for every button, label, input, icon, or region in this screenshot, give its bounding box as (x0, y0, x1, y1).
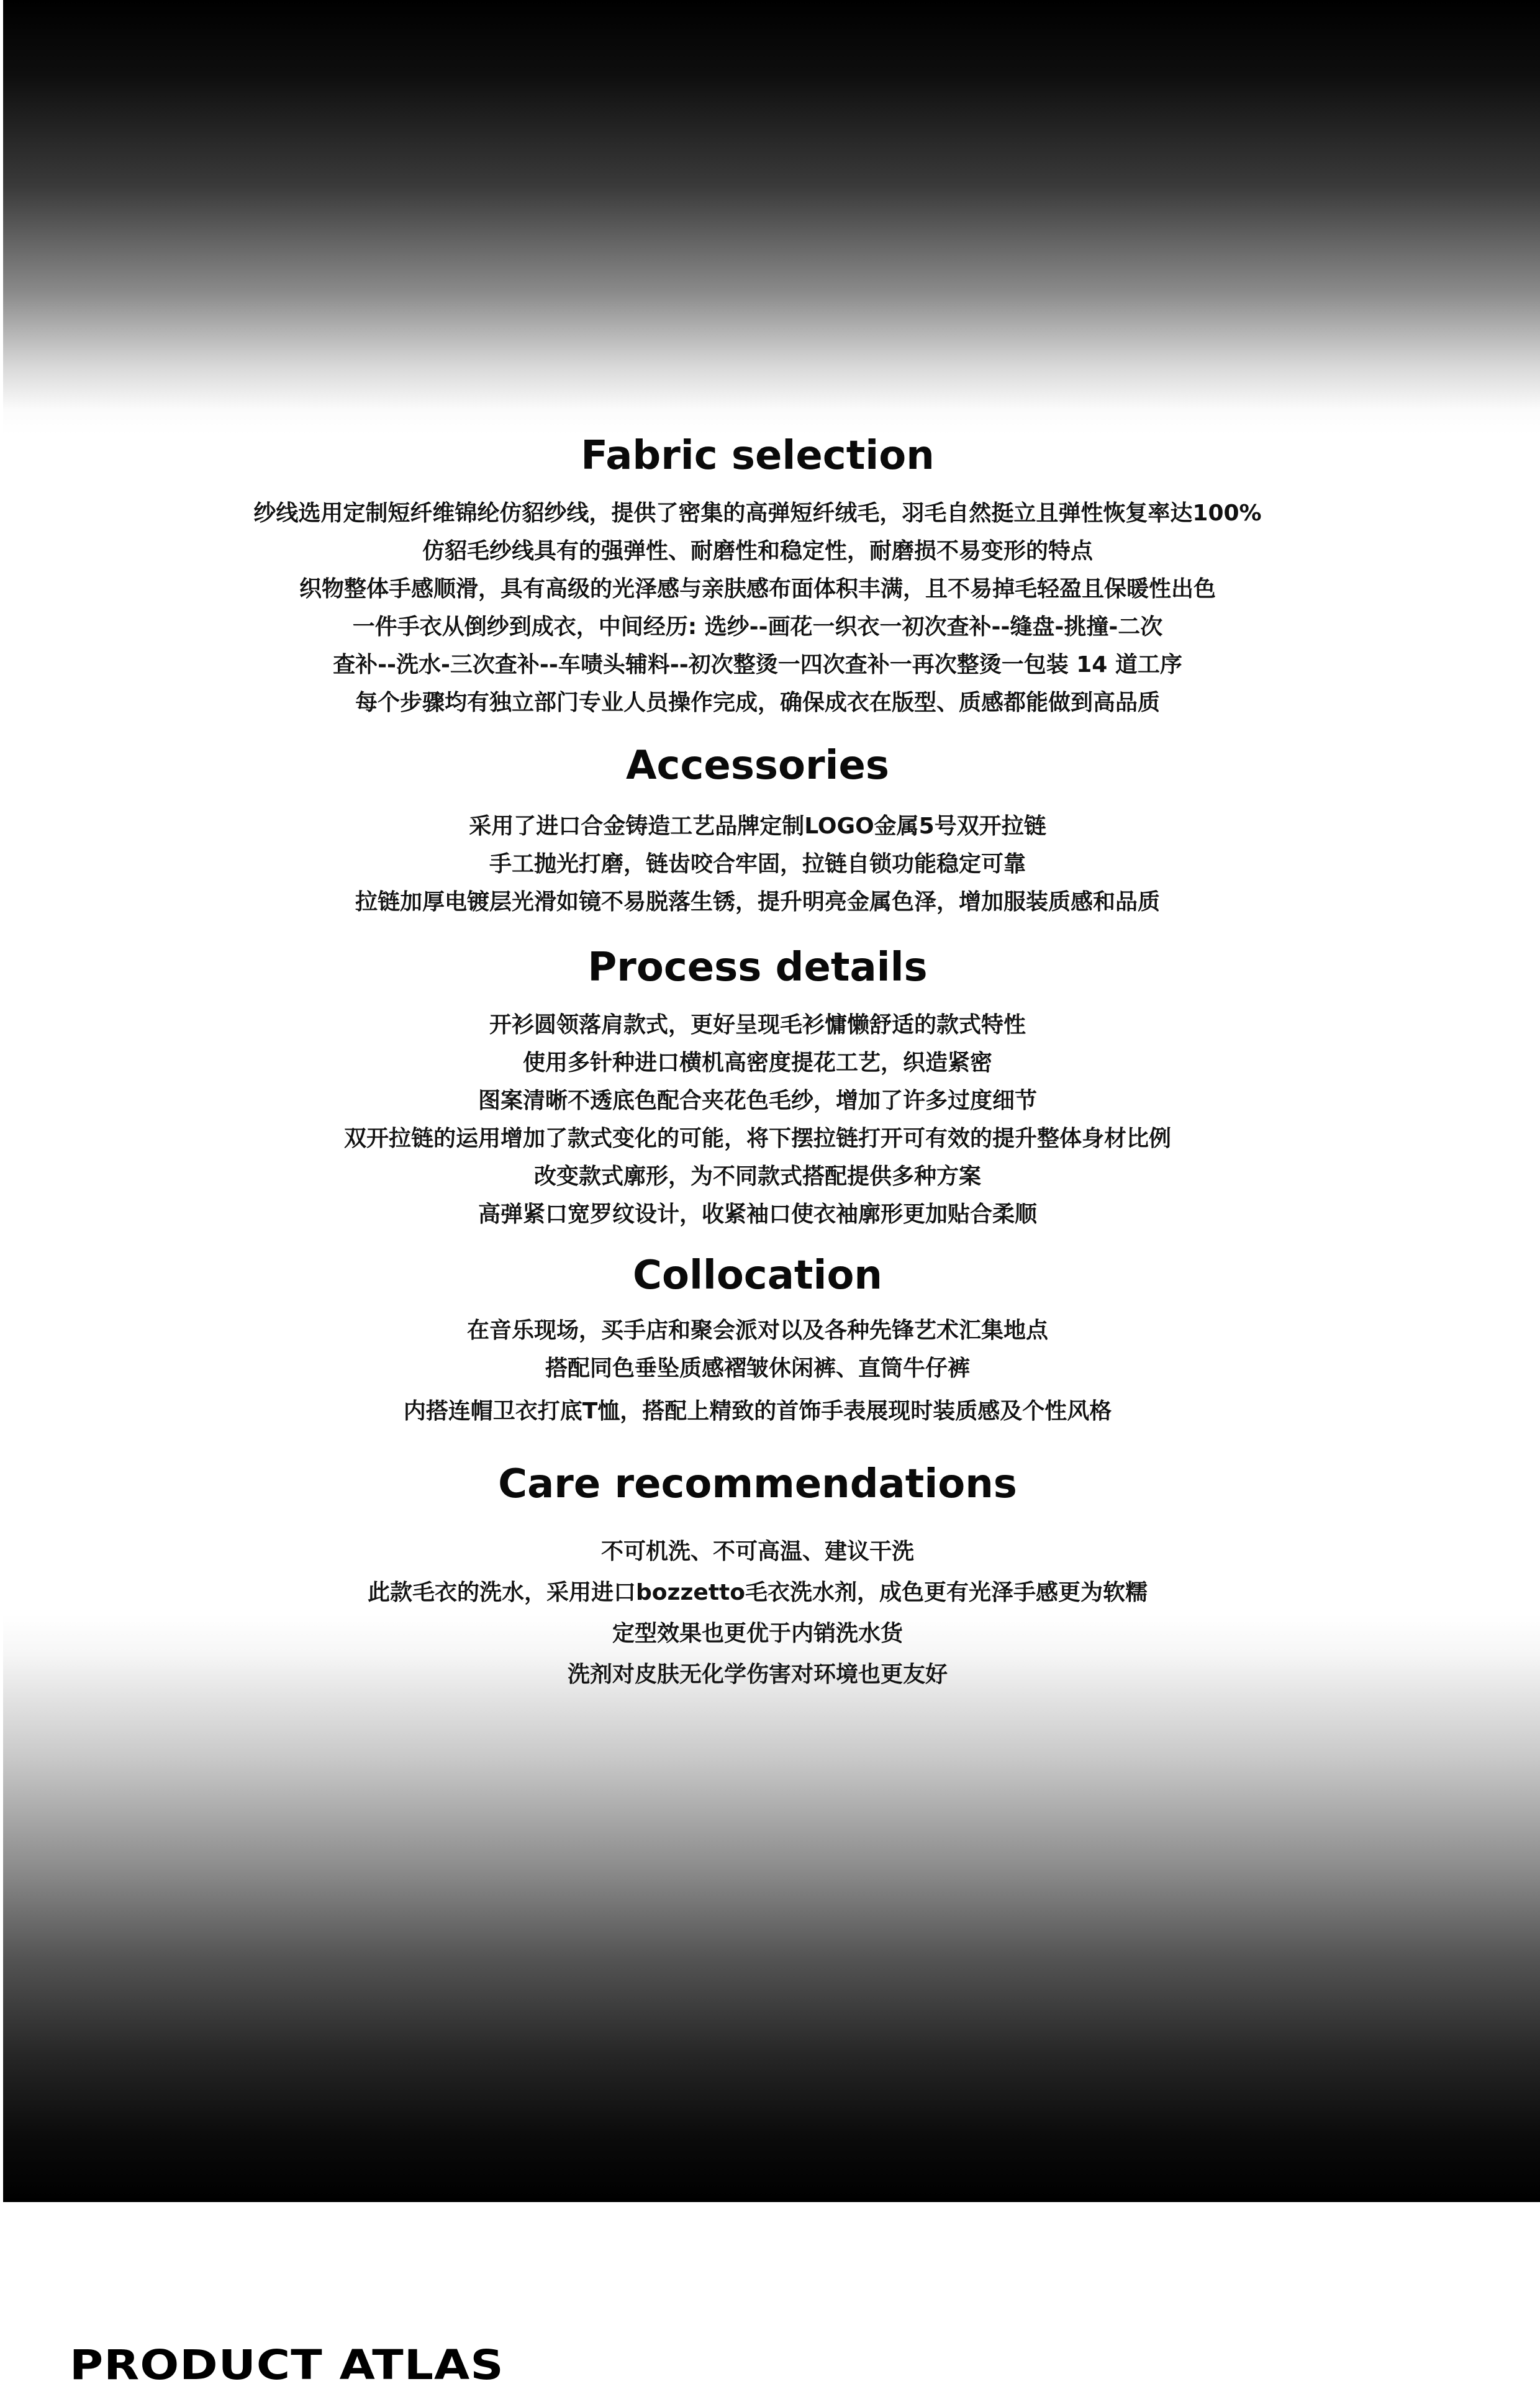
process-line: 双开拉链的运用增加了款式变化的可能，将下摆拉链打开可有效的提升整体身材比例 (343, 1126, 1171, 1151)
collocation-heading: Collocation (633, 1253, 882, 1299)
care-line: 此款毛衣的洗水，采用进口bozzetto毛衣洗水剂，成色更有光泽手感更为软糯 (368, 1580, 1148, 1605)
care-recommendations-text (0, 1531, 1515, 1695)
fabric-line: 查补--洗水-三次查补--车啧头辅料--初次整烫一四次查补一再次整烫一包装 14 道工序 (333, 652, 1182, 678)
collocation-line: 在音乐现场，买手店和聚会派对以及各种先锋艺术汇集地点 (466, 1318, 1048, 1343)
collocation-line: 内搭连帽卫衣打底T恤，搭配上精致的首饰手表展现时装质感及个性风格 (403, 1398, 1112, 1424)
process-line: 高弹紧口宽罗纹设计，收紧袖口使衣袖廓形更加贴合柔顺 (478, 1202, 1037, 1227)
process-line: 开衫圆领落肩款式，更好呈现毛衫慵懒舒适的款式特性 (489, 1012, 1026, 1038)
accessories-text (0, 807, 1515, 921)
brand-wordmark: PRODUCT ATLAS (70, 2341, 504, 2389)
process-details-text (0, 1006, 1515, 1233)
care-line: 定型效果也更优于内销洗水货 (612, 1621, 903, 1646)
fabric-selection-text (0, 494, 1515, 722)
fabric-selection-heading: Fabric selection (581, 433, 935, 479)
fabric-line: 每个步骤均有独立部门专业人员操作完成，确保成衣在版型、质感都能做到高品质 (355, 690, 1160, 715)
fabric-line: 一件手衣从倒纱到成衣，中间经历: 选纱--画花一织衣一初次查补--缝盘-挑撞-二次 (352, 614, 1163, 640)
process-line: 改变款式廓形，为不同款式搭配提供多种方案 (533, 1164, 981, 1189)
accessories-line: 拉链加厚电镀层光滑如镜不易脱落生锈，提升明亮金属色泽，增加服装质感和品质 (355, 889, 1160, 915)
accessories-heading: Accessories (626, 743, 889, 789)
process-line: 使用多针种进口横机高密度提花工艺，织造紧密 (522, 1050, 992, 1076)
process-line: 图案清晰不透底色配合夹花色毛纱，增加了许多过度细节 (478, 1088, 1037, 1113)
care-recommendations-heading: Care recommendations (498, 1461, 1017, 1507)
care-line: 不可机洗、不可高温、建议干洗 (600, 1539, 914, 1564)
process-details-heading: Process details (587, 945, 928, 991)
care-line: 洗剂对皮肤无化学伤害对环境也更友好 (567, 1662, 948, 1687)
collocation-text (0, 1312, 1515, 1430)
fabric-line: 纱线选用定制短纤维锦纶仿貂纱线，提供了密集的高弹短纤绒毛，羽毛自然挺立且弹性恢复率达100% (253, 501, 1262, 526)
accessories-line: 手工抛光打磨，链齿咬合牢固，拉链自锁功能稳定可靠 (489, 851, 1026, 877)
fabric-line: 织物整体手感顺滑，具有高级的光泽感与亲肤感布面体积丰满，且不易掉毛轻盈且保暖性出色 (299, 576, 1216, 602)
accessories-line: 采用了进口合金铸造工艺品牌定制LOGO金属5号双开拉链 (469, 814, 1046, 839)
collocation-line: 搭配同色垂坠质感褶皱休闲裤、直筒牛仔裤 (545, 1356, 970, 1381)
fabric-line: 仿貂毛纱线具有的强弹性、耐磨性和稳定性，耐磨损不易变形的特点 (422, 538, 1093, 564)
